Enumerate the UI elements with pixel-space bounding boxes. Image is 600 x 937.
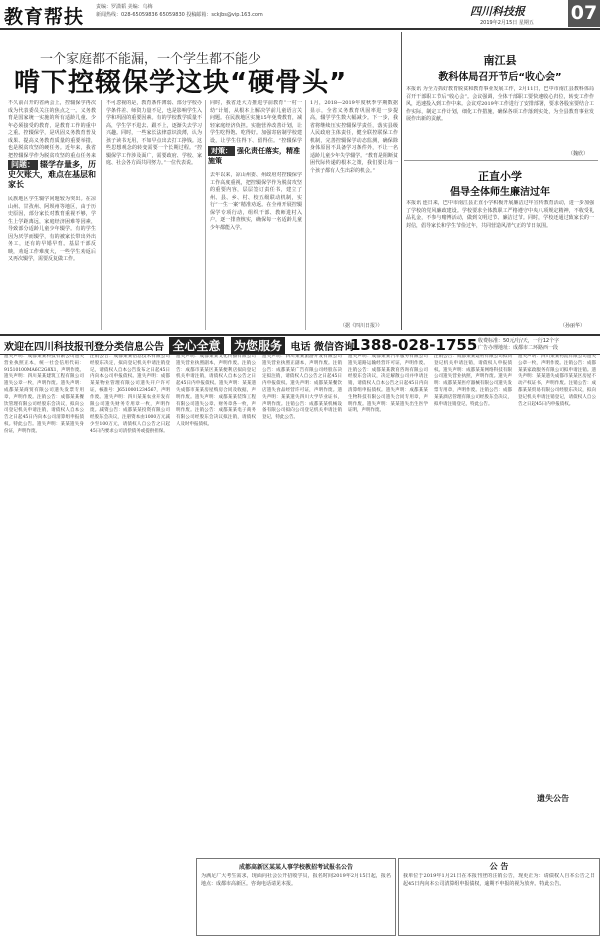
classified-notices [0,354,600,854]
solution-subhead [208,146,303,166]
column-divider [305,100,306,330]
article-kicker: 一个家庭都不能漏，一个学生都不能少 [40,52,262,67]
ad-pricing [478,338,559,352]
sidebar2-byline: （孙丽华） [560,323,586,329]
section-name: 教育帮扶 [4,6,85,28]
solution-tag: 对策： [208,146,235,156]
ad-phone: 1388-028-1755 [350,336,478,354]
editors-info [96,3,263,19]
question-subhead [8,160,96,189]
sidebar2-text: 本报讯 连日来，巴中市南江县正直小学积极开展廉洁过年宣传教育活动，进一步加强了学校的党风廉政建设。学校要求全体教职工严格遵守中央八项规定精神，不收受礼品礼金，不参与赌博活动，做到文明过节、廉洁过节。同时，学校还通过致家长的一封信，倡导家长和学生节俭过年，共同营造风清气正的节日氛围。 [406,200,594,229]
ad-pricing-line2: 广告办理地址：成都市二环路西一段 [478,345,559,351]
article-col5: 1月，2018—2019年度秋季学期数据显示，全省义务教育巩固率进一步提高，辍学学生数大幅减少。下一步，我省将继续压实控辍保学责任，落实县级人民政府主体责任，健全联控联保工作机制，完善控辍保学动态监测，确保除身体原因不具备学习条件外，不让一名适龄儿童少年失学辍学。“教育是阻断贫困代际传递的根本之策，我们要让每一个孩子都有人生出彩的机会。” [310,100,398,174]
ad-title [4,337,354,354]
public-notice-box [398,858,600,936]
sidebar-separator [404,160,598,161]
bottom-ad-box [196,858,396,936]
editors-line: 责编：罗潇韬 美编：乌梅 [96,4,153,10]
ad-pricing-line1: 收费标准：50元/行/天，一行12个字 [478,338,560,344]
notice-announcement-title: 遗失公告 [537,794,569,803]
sidebar2-headline: 倡导全体师生廉洁过年 [450,187,550,198]
article-byline: （据《四川日报》） [340,323,383,329]
article-intro: 不久前召开的省两会上，控辍保学再次成为代表委员关注的焦点之一。义务教育是国家统一实施的所有适龄儿童、少年必须接受的教育，是教育工作的重中之重。控辍保学，是巩固义务教育普及成果、提高义务教育质量的重要举措，也是脱贫攻坚的硬任务。近年来，我省把控辍保学作为脱贫攻坚的重点任务来 [8,100,96,158]
ad-slogan-1: 全心全意 [169,337,223,354]
hotline-line: 新闻热线：028-65059836 65059830 投稿邮箱：sckjbs@vip.163.com [96,12,263,18]
question-tag: 问题： [8,160,38,170]
notice-column-5: 遗失声明：成都某某汽车服务有限公司遗失道路运输经营许可证，声明作废。注销公告：成都某某教育咨询有限公司经股东会决议，决定解散公司并申请注销，请债权人自本公告之日起45日内向清算组申报债权。遗失声明：成都某某生物科技有限公司遗失合同专用章，声明作废。遗失声明：某某遗失出生医学证明，声明作废。 [348,354,428,414]
bottom-ad-title: 成都高新区某某人事学校教招考试报名公告 [238,864,353,871]
page-header [0,0,600,30]
article-col3-top: 同时，我省还大力推进学前教育“一村一幼”计划，从根本上解决学前儿童语言关问题。在民族地区实施15年免费教育，减轻家庭经济负担。实施营养改善计划，让学生吃得饱、吃得好。加强寄宿制学校建设，让学生住得下、留得住。“控辍保学 [210,100,302,144]
column-divider [101,100,102,330]
article-col2: 不可忽视的是，教育条件薄弱、部分学校办学条件差、师资力量不足，也是影响学生入学和巩固的重要因素。有的学校教学质量不高，学生学不进去、跟不上，逐渐失去学习兴趣。同时，一些家长法律意识淡薄，认为孩子读书无用，不如早点出去打工挣钱。这些思想观念的转变需要一个长期过程。“控辍保学工作涉及面广，需要政府、学校、家庭、社会各方面共同努力。”一位代表说。 [106,100,202,166]
page-number: 07 [568,0,600,27]
ad-slogan-2: 为您服务 [231,337,285,354]
issue-date: 2019年2月15日 星期五 [480,20,534,26]
sidebar-text: 本报讯 为全力抓好教育脱贫和教育事业发展工作，2月11日，巴中市南江县教科体局召开干部职工节后“收心会”。会议强调，全体干部职工要快速收心归位，转变工作作风，迅速投入到工作中来。会议对2019年工作进行了安排部署，要求各股室要结合工作实际，制定工作计划，细化工作措施，确保各项工作落到实处，为全县教育事业发展作出新的贡献。 [406,86,594,122]
public-notice-text: 我单位于2019年1月21日在本报刊登的注销公告，现更正为：请债权人自本公告之日起45日内向本公司清算组申报债权，逾期不申报的视为放弃。特此公告。 [403,873,595,887]
notice-column-7: 遗失声明：四川某某物流有限公司遗失公章一枚，声明作废。注销公告：成都某某家政服务有限公司拟申请注销。遗失声明：某某遗失成都市某某区房屋不动产权证书，声明作废。注销公告：成都某某贸易有限公司经股东决议，拟向登记机关申请注销登记，请债权人自公告之日起45日内申报债权。 [518,354,596,407]
notice-column-4: 遗失声明：四川某某旅游开发有限公司遗失营业执照正副本，声明作废。注销公告：成都某某广告有限公司经股东决定拟注销，请债权人自公告之日起45日内申报债权。遗失声明：成都某某餐饮店遗失食品经营许可证，声明作废。遗失声明：某某遗失四川大学毕业证书，声明作废。注销公告：成都某某机械设备有限公司拟向公司登记机关申请注销登记，特此公告。 [262,354,342,421]
notice-column-3: 遗失声明：成都某某文化传播有限公司遗失营业执照副本，声明作废。注销公告：成都市某某区某某便利店拟向登记机关申请注销，请债权人自本公告之日起45日内申报债权。遗失声明：某某遗失成都市某某房屋购房合同及收据，声明作废。遗失声明：成都某某装饰工程有限公司遗失公章、财务章各一枚，声明作废。注销公告：成都某某电子商务有限公司经股东会决议拟注销，请债权人及时申报债权。 [176,354,256,427]
column-divider [205,100,206,330]
notice-column-6: 注销公告：成都某某建材有限公司拟向登记机关申请注销，请债权人申报债权。遗失声明：成都某某网络科技有限公司遗失营业执照，声明作废。遗失声明：成都某某医疗器械有限公司遗失发票专用章，声明作废。注销公告：成都某某酒店管理有限公司经股东会决议，拟申请注销登记，特此公告。 [434,354,512,407]
masthead: 四川科技报 [470,5,525,18]
article-headline: 啃下控辍保学这块“硬骨头” [14,68,348,98]
sidebar-region-title: 南江县 [483,54,517,67]
article-col1: 民族地区学生辍学问题较为突出。在凉山州、甘孜州、阿坝州等地区，由于历史原因，部分家长对教育重视不够，学生上学距离远，家庭经济困难等因素，导致部分适龄儿童少年辍学。有的学生因为厌学而辍学，有的被家长带出外出务工，还有的早婚早育。基层干部反映，劝返工作难度大，一些学生劝返后又再次辍学，需要反复做工作。 [8,196,96,262]
sidebar-headline: 教科体局召开节后“收心会” [438,72,562,83]
notice-column-1: 遗失声明：成都某某科技有限公司遗失营业执照正本，统一社会信用代码：91510100MA6C2G8X1，声明作废。遗失声明：四川某某建筑工程有限公司遗失公章一枚，声明作废。遗失声明：成都某某商贸有限公司遗失发票专用章，声明作废。注销公告：成都某某餐饮管理有限公司经股东会决议，拟向公司登记机关申请注销，请债权人自本公告之日起45日内向本公司清算组申报债权。特此公告。遗失声明：某某遗失身份证，声明作废。 [4,354,84,434]
ad-banner [0,334,600,355]
notice-column-2: 注销公告：成都某某信息技术有限公司经股东决定，拟向登记机关申请注销登记，请债权人自本公告发布之日起45日内向本公司申报债权。遗失声明：成都某某物业管理有限公司遗失开户许可证，核准号：J6510001234567，声明作废。遗失声明：四川某某农业开发有限公司遗失财务专用章一枚，声明作废。减资公告：成都某某投资有限公司经股东会决议，注册资本由1000万元减少至100万元，请债权人自公告之日起45日内要求公司清偿债务或提供担保。 [90,354,170,434]
ad-title-text: 欢迎在四川科技报刊登分类信息公告 [4,342,164,353]
question-text: 辍学存量多，历史欠账大，难点在基层和家长 [8,160,96,189]
public-notice-title: 公 告 [489,862,509,871]
ad-phone-label: 电话 微信咨询 [290,342,354,353]
bottom-ad-text: 为满足广大考生需求，现面向社会公开招收学员，报名时间2019年2月15日起，报名地点：成都市高新区。咨询电话请见本报。 [201,873,391,887]
sidebar2-region-title: 正直小学 [478,170,522,183]
article-col3: 去年以来，凉山州委、州政府对控辍保学工作高度重视，把控辍保学作为脱贫攻坚的重要内容，层层签订责任书，建立了州、县、乡、村、校五级联动机制，实行“一生一案”精准劝返。在全州开展控辍保学专项行动，组织干部、教师进村入户，逐一排查核实，确保每一名适龄儿童少年都能入学。 [210,172,302,231]
solution-text: 强化责任落实，精准施策 [208,147,300,165]
sidebar-divider [401,32,402,330]
sidebar-byline: （魏欣） [568,151,589,157]
